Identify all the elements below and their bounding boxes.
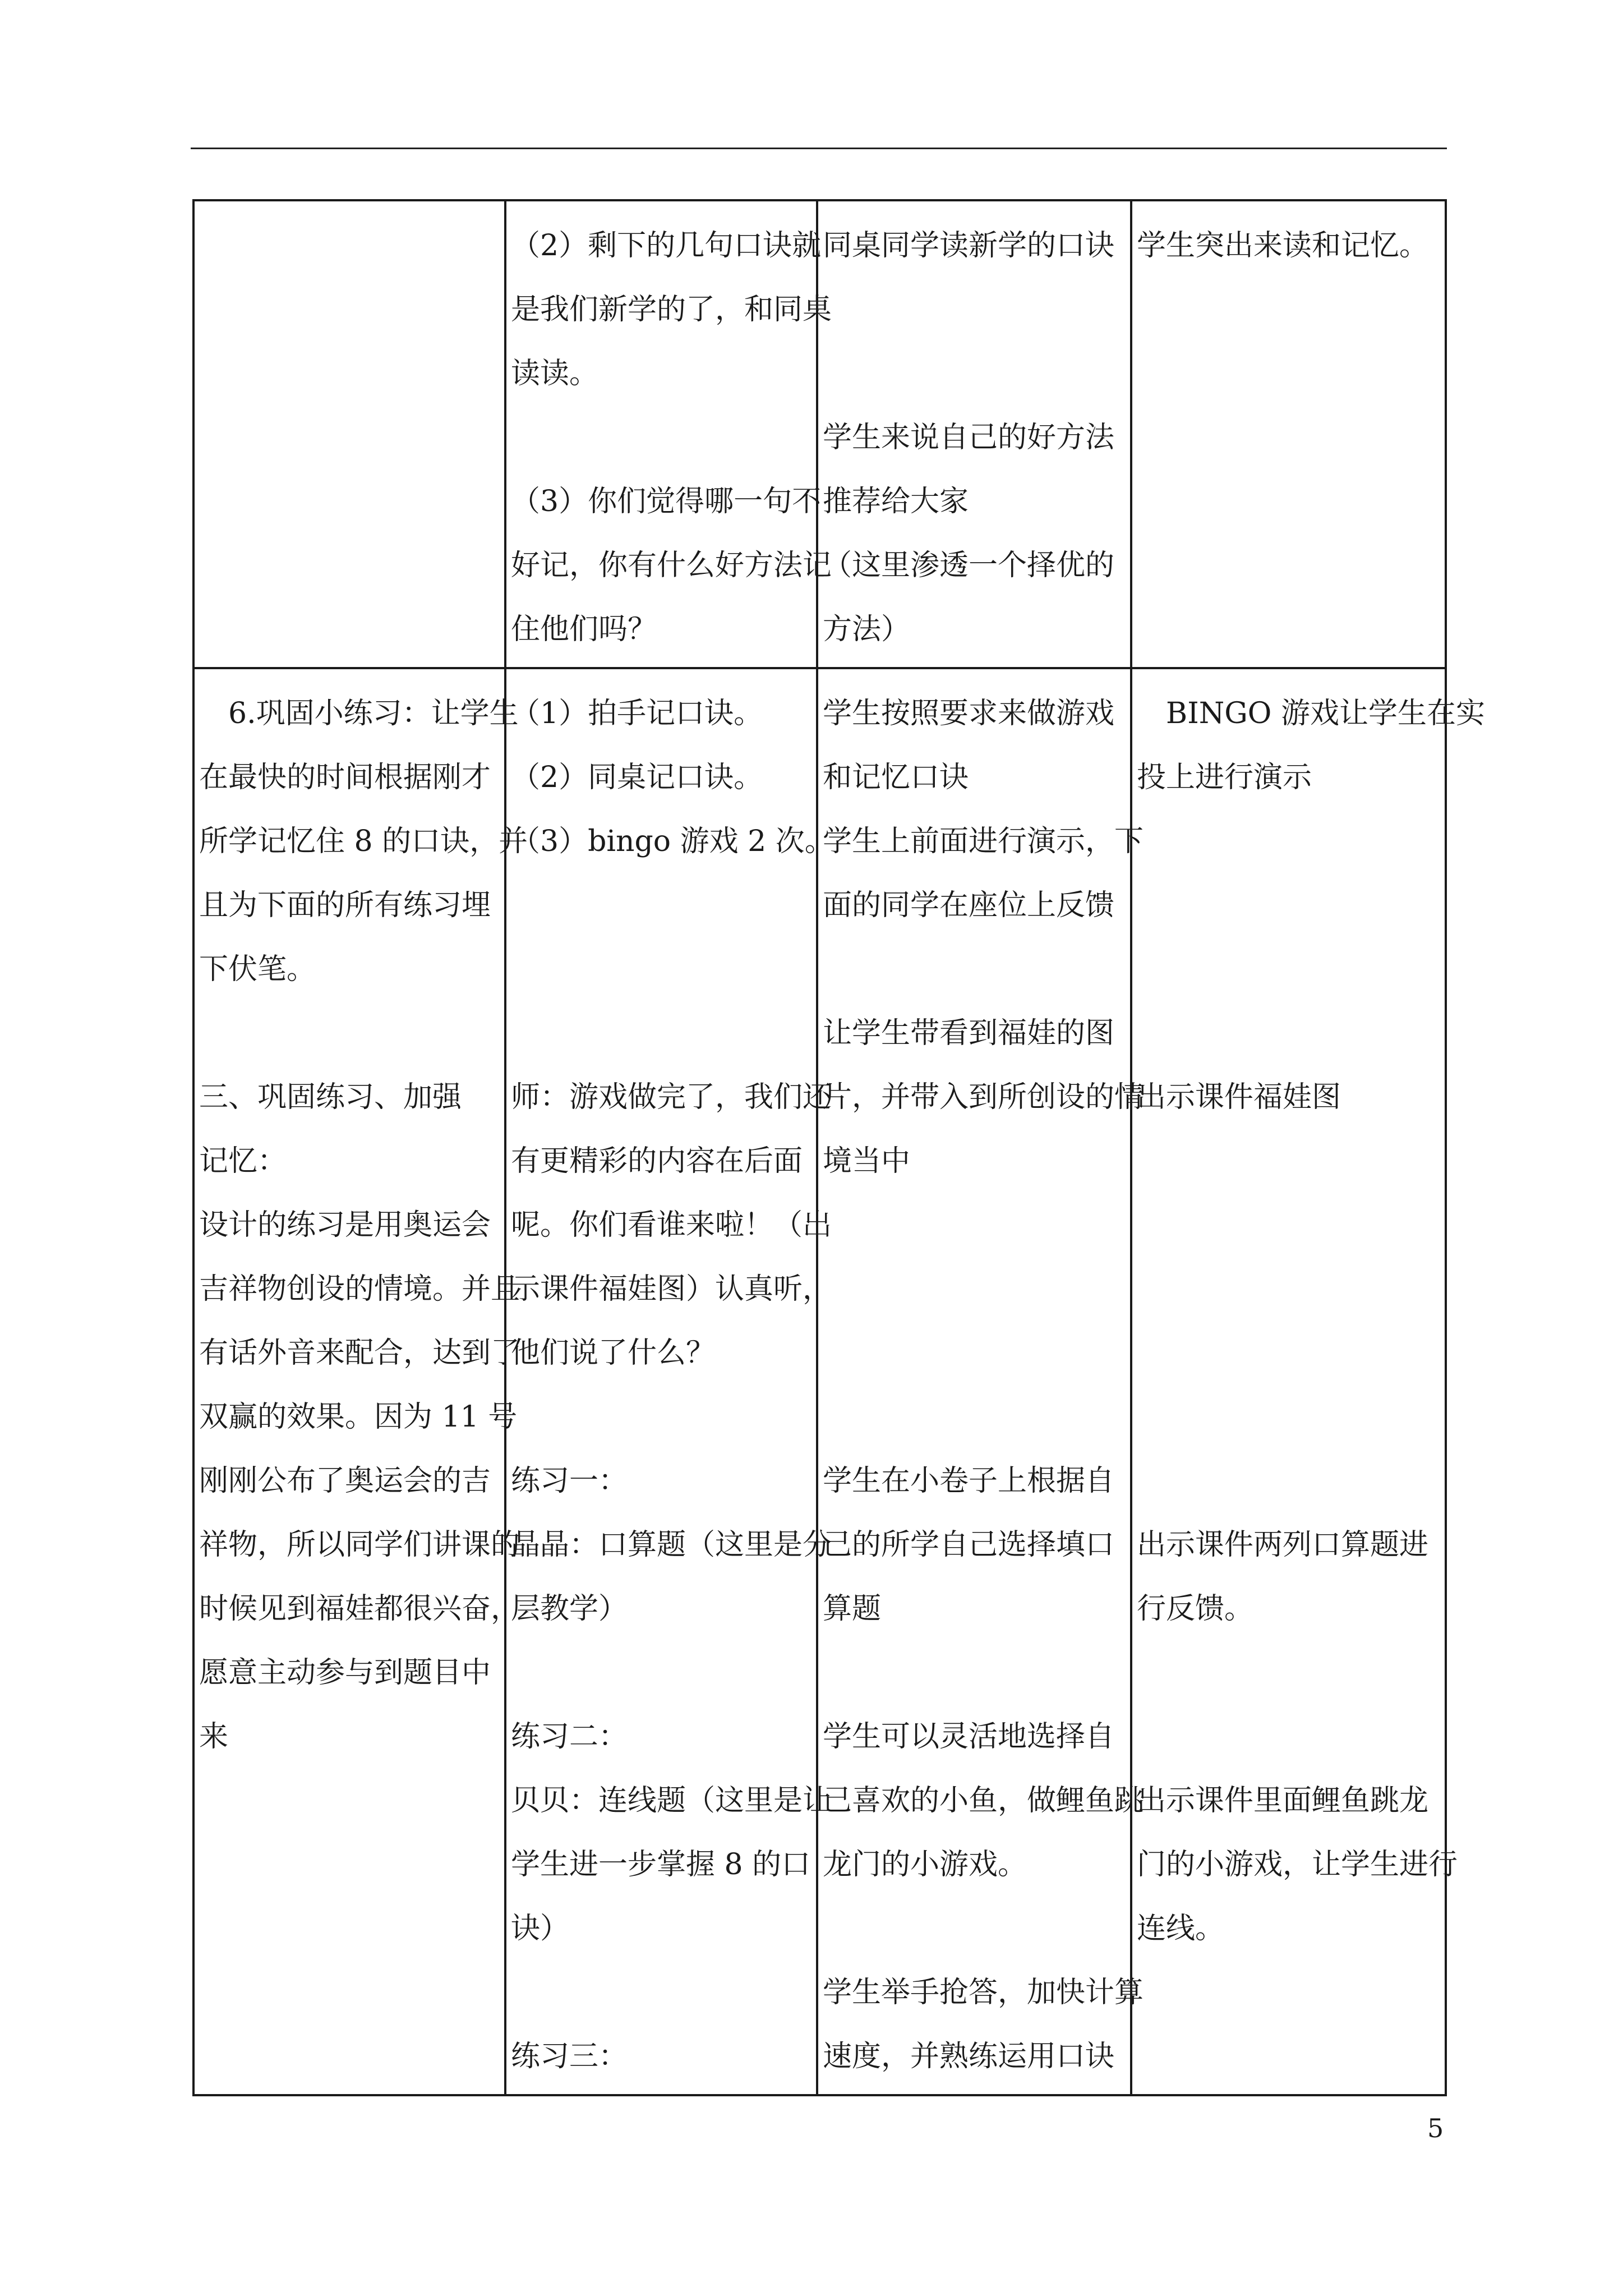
- cell-text-line: 他们说了什么？: [511, 1336, 716, 1370]
- cell-text-line: 住他们吗？: [511, 613, 657, 646]
- table-row: [193, 200, 1446, 668]
- line-gap: [1137, 1641, 1441, 1705]
- table-cell: [817, 200, 1131, 668]
- line-gap: [511, 937, 813, 1001]
- line-gap: [823, 1385, 1127, 1449]
- line-gap: [511, 406, 813, 470]
- cell-text-line: 时候见到福娃都很兴奋，: [199, 1592, 520, 1626]
- cell-text-line: 在最快的时间根据刚才: [199, 761, 491, 794]
- header-rule: [191, 148, 1447, 149]
- cell-text-line: 祥物，所以同学们讲课的: [199, 1528, 520, 1562]
- cell-text-line: 速度，并熟练运用口诀: [823, 2040, 1115, 2073]
- line-gap: [1137, 1001, 1441, 1065]
- cell-text-line: 来: [199, 1720, 229, 1754]
- cell-text-line: 记忆：: [199, 1144, 287, 1178]
- cell-text-line: 晶晶：口算题（这里是分: [511, 1528, 832, 1562]
- table-cell: [193, 200, 505, 668]
- cell-text-line: 门的小游戏，让学生进行: [1137, 1848, 1458, 1881]
- cell-text-line: 片，并带入到所创设的情: [823, 1080, 1144, 1114]
- line-gap: [1137, 937, 1441, 1001]
- page-number: 5: [1427, 2113, 1444, 2143]
- cell-text-line: 连线。: [1137, 1912, 1225, 1945]
- cell-text-line: 学生按照要求来做游戏: [823, 697, 1115, 730]
- line-gap: [823, 1257, 1127, 1321]
- line-gap: [511, 1641, 813, 1705]
- cell-text-line: 练习二：: [511, 1720, 628, 1754]
- cell-text-line: 己喜欢的小鱼，做鲤鱼跳: [823, 1784, 1144, 1818]
- cell-text-line: 刚刚公布了奥运会的吉: [199, 1464, 491, 1498]
- cell-text-line: 境当中: [823, 1144, 911, 1178]
- table-cell: [505, 200, 832, 668]
- line-gap: [1137, 1193, 1441, 1257]
- cell-text-line: 读读。: [511, 357, 599, 390]
- cell-text-line: 是我们新学的了，和同桌: [511, 293, 832, 326]
- line-gap: [511, 1961, 813, 2024]
- table-cell: [1131, 200, 1446, 668]
- cell-text-line: 出示课件里面鲤鱼跳龙: [1137, 1784, 1429, 1818]
- table-row: [193, 668, 1446, 2095]
- cell-text-line: 下伏笔。: [199, 953, 316, 986]
- table-cell: [1131, 668, 1485, 2095]
- line-gap: [1137, 873, 1441, 937]
- cell-text-line: 学生可以灵活地选择自: [823, 1720, 1115, 1754]
- cell-text-line: 面的同学在座位上反馈: [823, 889, 1115, 922]
- cell-text-line: 示课件福娃图）认真听，: [511, 1272, 832, 1306]
- table-cell: [817, 668, 1144, 2095]
- cell-text-line: 所学记忆住 8 的口诀，并: [199, 825, 528, 858]
- cell-text-line: 学生突出来读和记忆。: [1137, 229, 1429, 263]
- cell-text-line: 和记忆口诀: [823, 761, 969, 794]
- cell-text-line: 学生在小卷子上根据自: [823, 1464, 1115, 1498]
- line-gap: [511, 1001, 813, 1065]
- cell-text-line: （3）bingo 游戏 2 次。: [511, 825, 834, 858]
- cell-text-line: 有更精彩的内容在后面: [511, 1144, 803, 1178]
- cell-text-line: 师：游戏做完了，我们还: [511, 1080, 832, 1114]
- line-gap: [1137, 1385, 1441, 1449]
- cell-text-line: （1）拍手记口诀。: [511, 697, 763, 730]
- cell-text-line: 诀）: [511, 1912, 570, 1945]
- cell-text-line: 层教学）: [511, 1592, 628, 1626]
- line-gap: [199, 1001, 501, 1065]
- line-gap: [511, 1385, 813, 1449]
- line-gap: [823, 1321, 1127, 1385]
- cell-text-line: 龙门的小游戏。: [823, 1848, 1027, 1881]
- cell-text-line: （2）同桌记口诀。: [511, 761, 763, 794]
- cell-text-line: （3）你们觉得哪一句不: [511, 485, 822, 518]
- line-gap: [823, 937, 1127, 1001]
- cell-text-line: 学生上前面进行演示，下: [823, 825, 1144, 858]
- line-gap: [1137, 1705, 1441, 1769]
- cell-text-line: BINGO 游戏让学生在实: [1137, 697, 1485, 730]
- table-cell: [505, 668, 834, 2095]
- line-gap: [823, 1641, 1127, 1705]
- cell-text-line: 出示课件福娃图: [1137, 1080, 1341, 1114]
- line-gap: [823, 1193, 1127, 1257]
- cell-text-line: 且为下面的所有练习埋: [199, 889, 491, 922]
- line-gap: [511, 873, 813, 937]
- cell-text-line: 双赢的效果。因为 11 号: [199, 1400, 518, 1434]
- cell-text-line: 学生举手抢答，加快计算: [823, 1976, 1144, 2009]
- cell-text-line: 推荐给大家: [823, 485, 969, 518]
- table-cell: [193, 668, 528, 2095]
- cell-text-line: 学生进一步掌握 8 的口: [511, 1848, 811, 1881]
- cell-text-line: 吉祥物创设的情境。并且: [199, 1272, 520, 1306]
- cell-text-line: 行反馈。: [1137, 1592, 1254, 1626]
- cell-text-line: 贝贝：连线题（这里是让: [511, 1784, 832, 1818]
- cell-text-line: （2）剩下的几句口诀就: [511, 229, 822, 263]
- line-gap: [823, 1897, 1127, 1961]
- cell-text-line: 算题: [823, 1592, 882, 1626]
- cell-text-line: 呢。你们看谁来啦！（出: [511, 1208, 832, 1242]
- line-gap: [1137, 1257, 1441, 1321]
- cell-text-line: 己的所学自己选择填口: [823, 1528, 1115, 1562]
- cell-text-line: 好记，你有什么好方法记: [511, 549, 832, 582]
- cell-text-line: 方法）: [823, 613, 911, 646]
- cell-text-line: 学生来说自己的好方法: [823, 421, 1115, 454]
- line-gap: [1137, 809, 1441, 873]
- cell-text-line: 让学生带看到福娃的图: [823, 1016, 1115, 1050]
- cell-text-line: 6.巩固小练习：让学生: [199, 697, 519, 730]
- cell-text-line: 练习一：: [511, 1464, 628, 1498]
- cell-text-line: 练习三：: [511, 2040, 628, 2073]
- line-gap: [823, 342, 1127, 406]
- cell-text-line: 同桌同学读新学的口诀: [823, 229, 1115, 263]
- cell-text-line: 三、巩固练习、加强: [199, 1080, 462, 1114]
- cell-text-line: 设计的练习是用奥运会: [199, 1208, 491, 1242]
- cell-text-line: （这里渗透一个择优的: [823, 549, 1115, 582]
- cell-text-line: 有话外音来配合，达到了: [199, 1336, 520, 1370]
- cell-text-line: 投上进行演示: [1137, 761, 1312, 794]
- line-gap: [1137, 1129, 1441, 1193]
- line-gap: [1137, 1321, 1441, 1385]
- lesson-plan-table: [192, 199, 1485, 2096]
- line-gap: [823, 278, 1127, 342]
- cell-text-line: 愿意主动参与到题目中: [199, 1656, 491, 1690]
- line-gap: [1137, 1449, 1441, 1513]
- cell-text-line: 出示课件两列口算题进: [1137, 1528, 1429, 1562]
